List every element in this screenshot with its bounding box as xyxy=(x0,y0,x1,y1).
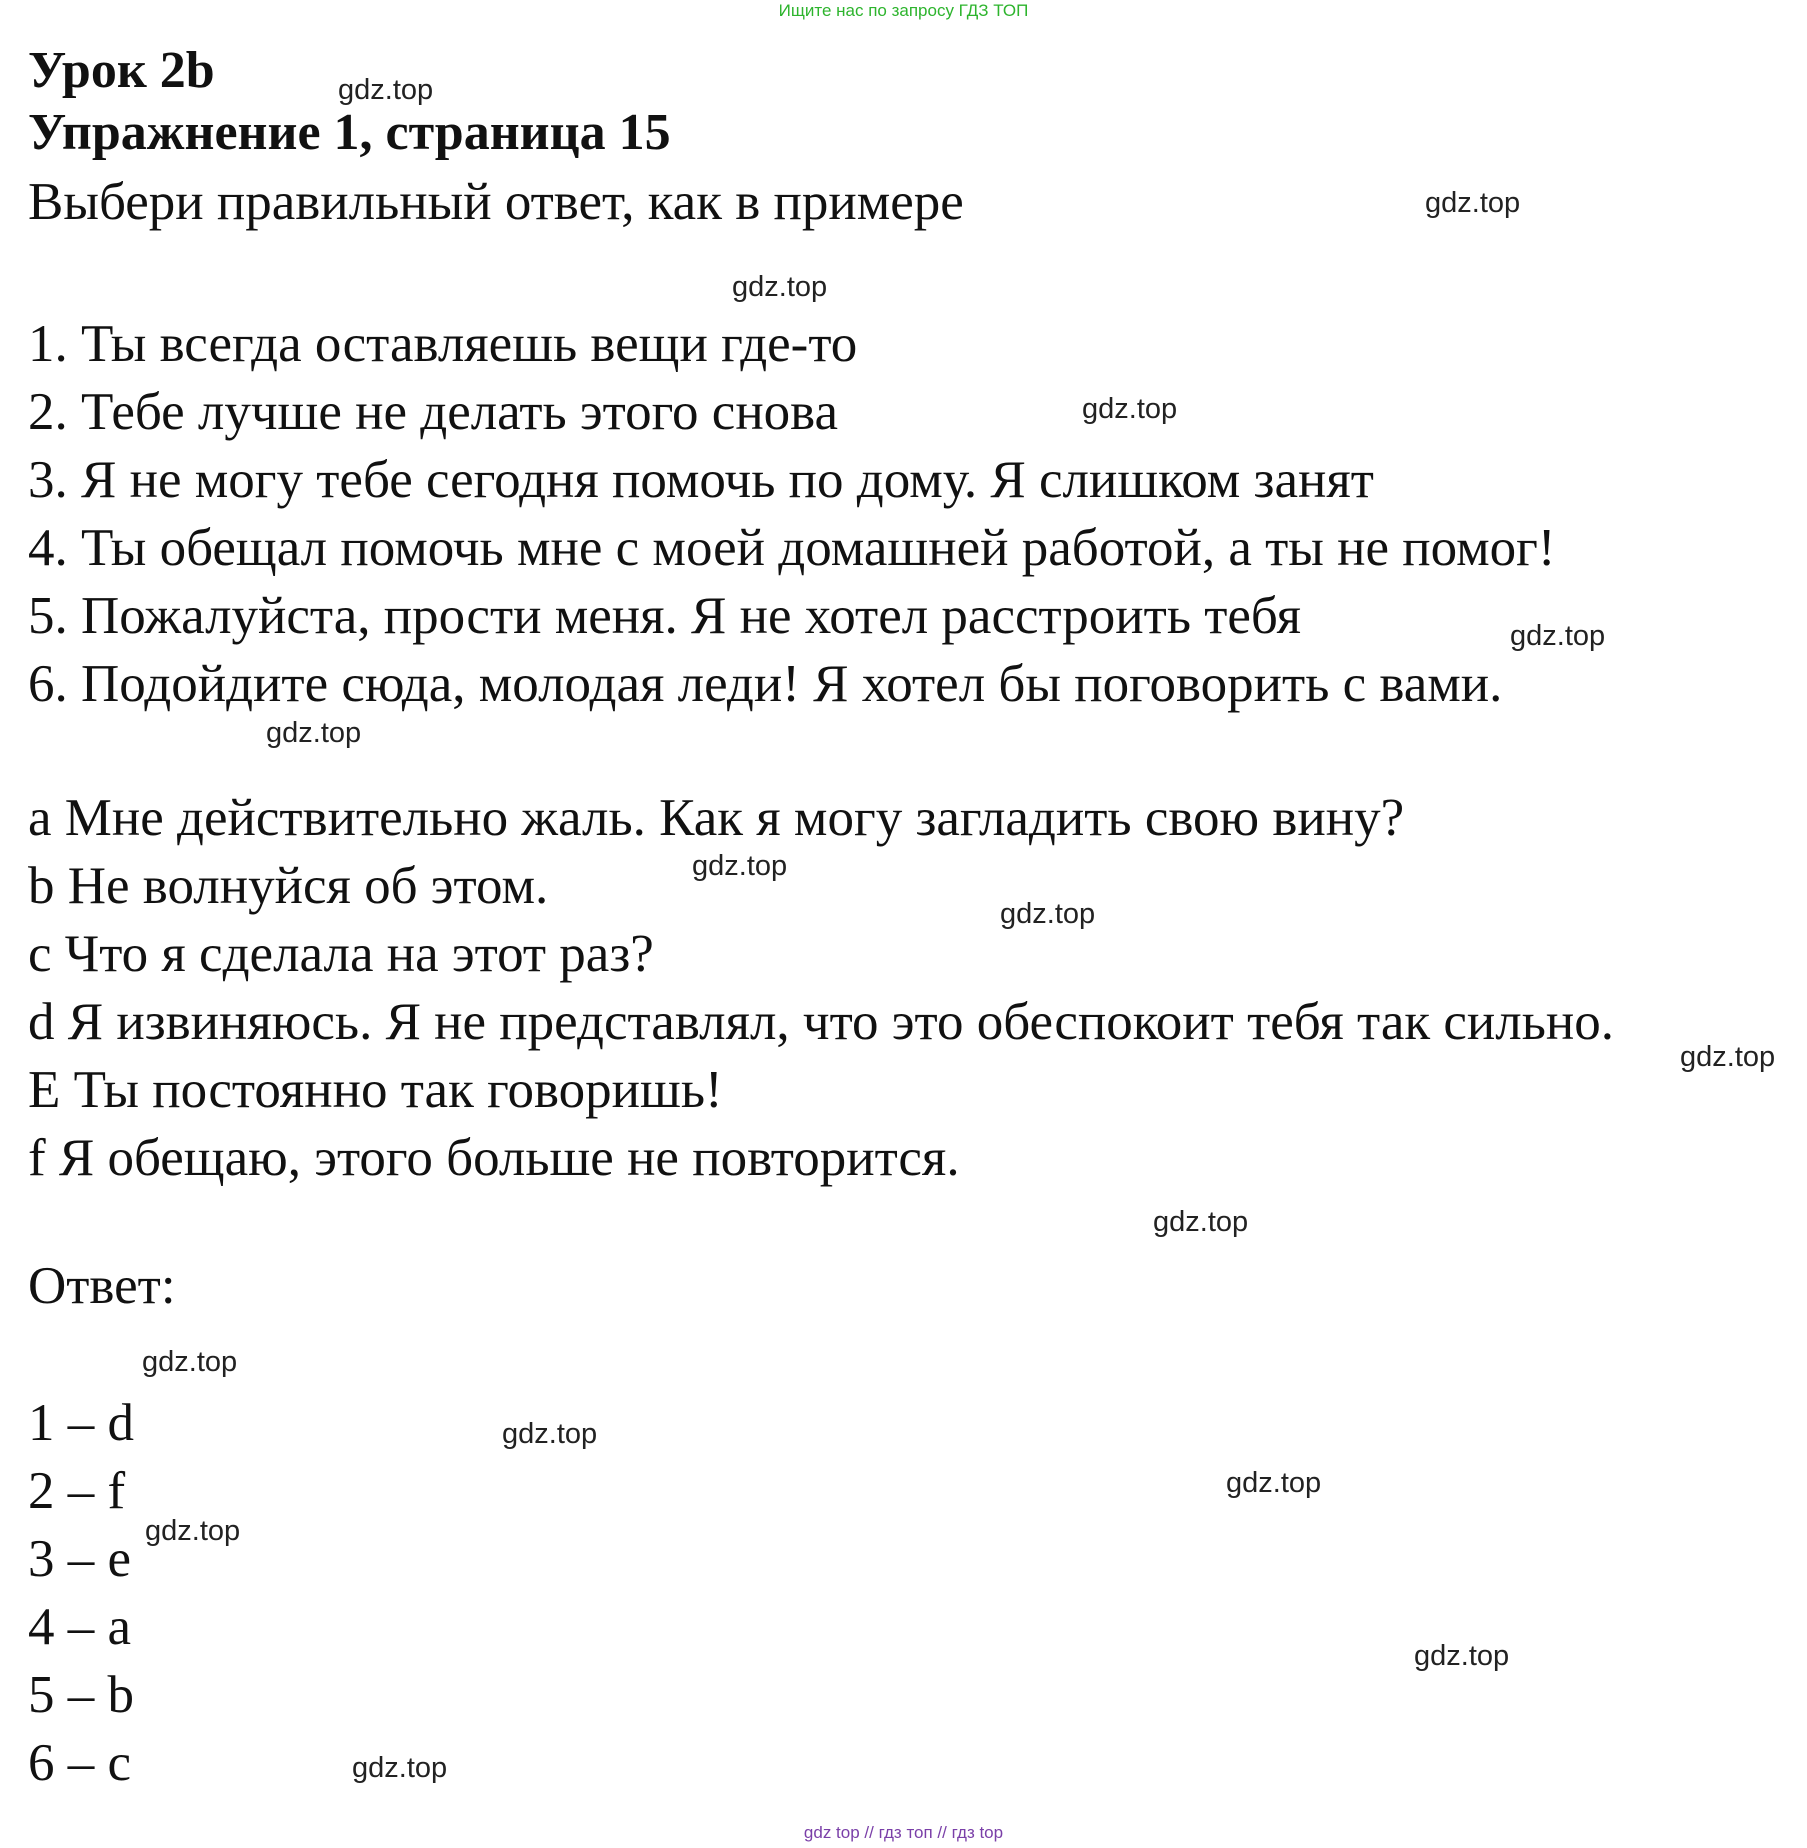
watermark: gdz.top xyxy=(338,74,434,106)
watermark: gdz.top xyxy=(502,1418,598,1450)
option-item: c Что я сделала на этот раз? xyxy=(28,925,654,983)
option-item: b Не волнуйся об этом. xyxy=(28,857,549,915)
watermark: gdz.top xyxy=(1425,187,1521,219)
option-item: f Я обещаю, этого больше не повторится. xyxy=(28,1129,960,1187)
option-item: d Я извиняюсь. Я не представлял, что это обеспокоит тебя так сильно. xyxy=(28,993,1614,1051)
answer-label: Ответ: xyxy=(28,1257,176,1315)
question-list xyxy=(28,310,1556,718)
question-item: 6. Подойдите сюда, молодая леди! Я хотел бы поговорить с вами. xyxy=(28,655,1503,713)
question-item: 2. Тебе лучше не делать этого снова xyxy=(28,383,839,441)
question-item: 5. Пожалуйста, прости меня. Я не хотел расстроить тебя xyxy=(28,587,1301,645)
watermark: gdz.top xyxy=(1680,1041,1776,1073)
question-item: 3. Я не могу тебе сегодня помочь по дому. Я слишком занят xyxy=(28,451,1374,509)
answer-item: 3 – e xyxy=(28,1530,132,1588)
exercise-title: Упражнение 1, страница 15 xyxy=(28,104,671,161)
page-title: Урок 2b xyxy=(28,42,215,99)
watermark: gdz.top xyxy=(266,717,362,749)
bottom-banner[interactable]: gdz top // гдз топ // гдз top xyxy=(803,1823,1004,1842)
question-item: 4. Ты обещал помочь мне с моей домашней работой, а ты не помог! xyxy=(28,519,1556,577)
watermark: gdz.top xyxy=(145,1515,241,1547)
page-header xyxy=(28,44,1798,236)
watermark: gdz.top xyxy=(692,850,788,882)
watermark: gdz.top xyxy=(732,271,828,303)
option-list xyxy=(28,784,1614,1192)
watermark: gdz.top xyxy=(1226,1467,1322,1499)
question-item: 1. Ты всегда оставляешь вещи где-то xyxy=(28,315,858,373)
instruction: Выбери правильный ответ, как в примере xyxy=(28,173,964,231)
answer-item: 4 – a xyxy=(28,1598,132,1656)
top-banner[interactable]: Ищите нас по запросу ГДЗ ТОП xyxy=(778,1,1029,20)
answer-item: 1 – d xyxy=(28,1394,134,1452)
answer-key xyxy=(28,1389,134,1797)
watermark: gdz.top xyxy=(1153,1206,1249,1238)
option-item: a Мне действительно жаль. Как я могу загладить свою вину? xyxy=(28,789,1405,847)
watermark: gdz.top xyxy=(142,1346,238,1378)
watermark: gdz.top xyxy=(352,1752,448,1784)
watermark: gdz.top xyxy=(1414,1640,1510,1672)
answer-item: 2 – f xyxy=(28,1462,126,1520)
watermark: gdz.top xyxy=(1000,898,1096,930)
watermark: gdz.top xyxy=(1510,620,1606,652)
answer-item: 6 – c xyxy=(28,1734,132,1792)
option-item: E Ты постоянно так говоришь! xyxy=(28,1061,723,1119)
watermark: gdz.top xyxy=(1082,393,1178,425)
answer-item: 5 – b xyxy=(28,1666,134,1724)
